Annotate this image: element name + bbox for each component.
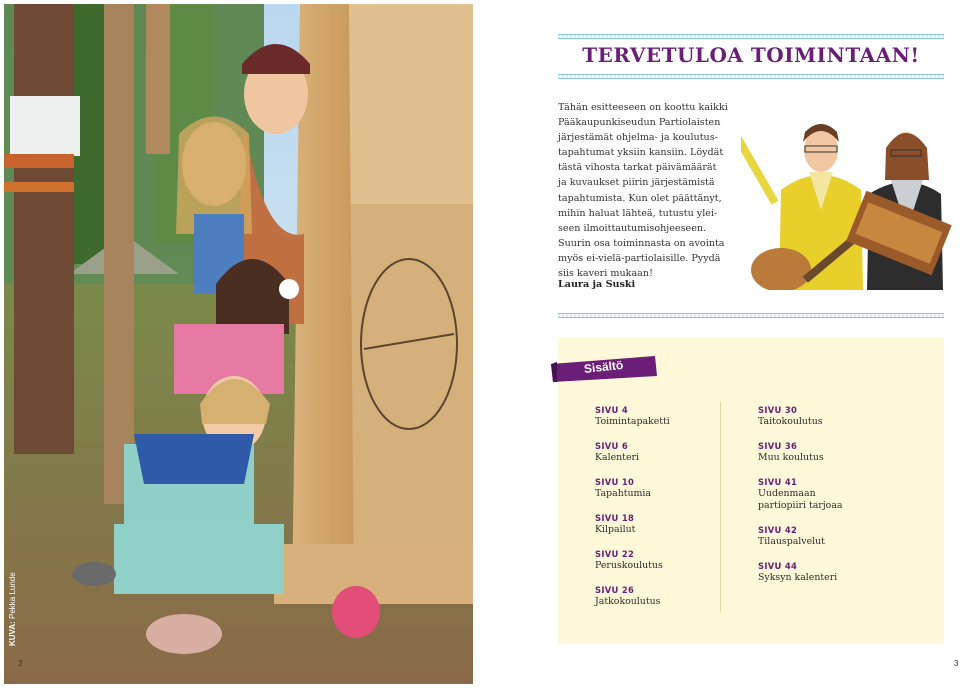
toc-item-page: SIVU 30 — [758, 405, 798, 415]
toc-item-page: SIVU 18 — [595, 513, 635, 523]
toc-item-page: SIVU 6 — [595, 441, 628, 451]
toc-item-title: Uudenmaan — [758, 488, 816, 499]
intro-line: tapahtumista. Kun olet päättänyt, — [558, 192, 722, 204]
toc-item[interactable] — [758, 560, 888, 584]
toc-heading: Sisältö — [583, 357, 624, 376]
toc-item-title: Tapahtumia — [595, 488, 652, 499]
toc-item-page: SIVU 36 — [758, 441, 798, 451]
toc-item[interactable] — [595, 404, 725, 428]
toc-item-title: Peruskoulutus — [595, 560, 663, 571]
toc-item-page: SIVU 41 — [758, 477, 798, 487]
toc-item[interactable] — [595, 548, 725, 572]
toc-item[interactable] — [595, 476, 725, 500]
photo-illustration — [4, 4, 473, 684]
toc-item-title: Syksyn kalenteri — [758, 572, 838, 583]
page-title: TERVETULOA TOIMINTAAN! — [582, 43, 920, 67]
title-rule-top — [558, 34, 944, 39]
photo-credit: KUVA: Pekka Lunde — [8, 572, 17, 646]
toc-item-page: SIVU 4 — [595, 405, 628, 415]
toc-item-title: Jatkokoulutus — [595, 596, 661, 607]
intro-line: järjestämät ohjelma- ja koulutus- — [558, 132, 718, 144]
section-rule — [558, 313, 944, 318]
toc-item[interactable] — [758, 404, 888, 428]
title-rule-bottom — [558, 74, 944, 79]
intro-text — [558, 100, 738, 281]
toc-item-title: Muu koulutus — [758, 452, 824, 463]
toc-item-title: Toimintapaketti — [595, 416, 670, 427]
toc-item-title: Kilpailut — [595, 524, 636, 535]
toc-item[interactable] — [595, 440, 725, 464]
toc-item-title: Kalenteri — [595, 452, 639, 463]
leaders-photo — [741, 120, 955, 290]
toc-item-page: SIVU 42 — [758, 525, 798, 535]
toc-item[interactable] — [595, 512, 725, 536]
signature: Laura ja Suski — [558, 279, 636, 290]
toc-column-right — [758, 404, 888, 596]
right-page-number: 3 — [954, 659, 959, 668]
intro-line: Pääkaupunkiseudun Partiolaisten — [558, 117, 721, 129]
intro-line: ja kuvaukset piirin järjestämistä — [558, 177, 715, 189]
toc-item[interactable] — [758, 476, 888, 512]
toc-item-page: SIVU 22 — [595, 549, 635, 559]
cover-photo-children-behind-wooden-board — [4, 4, 473, 684]
intro-line: myös ei-vielä-partiolaisille. Pyydä — [558, 252, 721, 264]
toc-item-title: Tilauspalvelut — [758, 536, 825, 547]
left-page-number: 2 — [18, 659, 23, 668]
intro-line: tästä vihosta tarkat päivämäärät — [558, 162, 717, 174]
toc-item[interactable] — [758, 524, 888, 548]
toc-item[interactable] — [758, 440, 888, 464]
intro-line: seen ilmoittautumisohjeeseen. — [558, 222, 707, 234]
leaders-illustration — [741, 120, 955, 290]
intro-line: siis kaveri mukaan! — [558, 268, 653, 280]
toc-column-left — [595, 404, 725, 620]
toc-item-page: SIVU 44 — [758, 561, 798, 571]
toc-item-page: SIVU 26 — [595, 585, 635, 595]
toc-item-title: Taitokoulutus — [758, 416, 823, 427]
intro-line: Tähän esitteeseen on koottu kaikki — [558, 102, 728, 113]
toc-item-page: SIVU 10 — [595, 477, 635, 487]
toc-item[interactable] — [595, 584, 725, 608]
intro-line: mihin haluat lähteä, tutustu ylei- — [558, 207, 718, 219]
toc-item-title-continued: partiopiiri tarjoaa — [758, 500, 843, 511]
intro-line: tapahtumat yksiin kansiin. Löydät — [558, 147, 724, 159]
intro-line: Suurin osa toiminnasta on avointa — [558, 237, 725, 249]
